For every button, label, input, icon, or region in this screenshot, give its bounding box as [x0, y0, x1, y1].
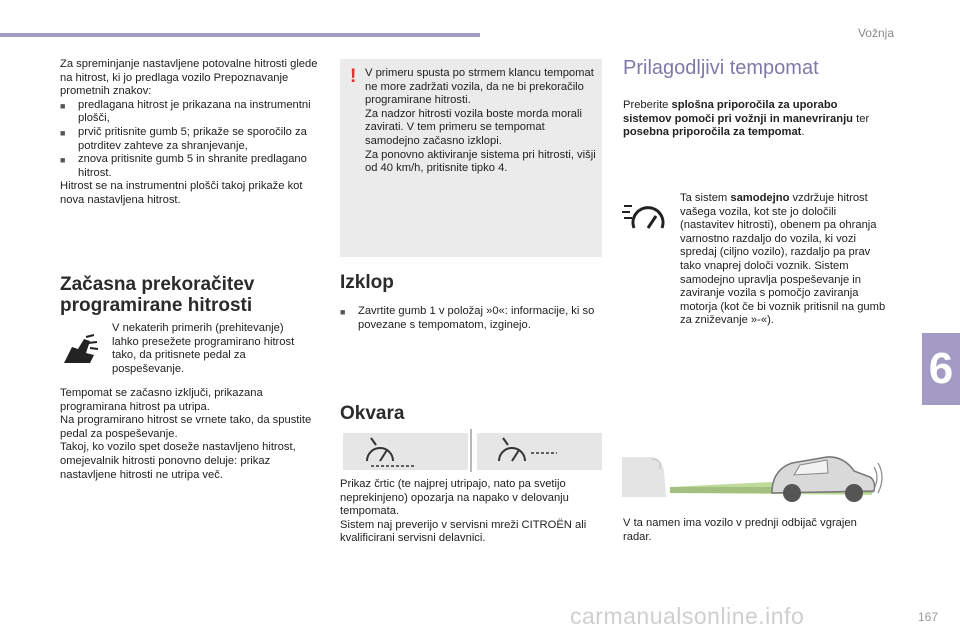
bullet-icon: ■: [60, 100, 66, 111]
paragraph: Takoj, ko vozilo spet doseže nastavljeno hitrost, omejevalnik hitrosti ponovno deluje: prikaz nastavljene hitrosti ne utripa več.: [60, 441, 296, 481]
warning-text: [365, 67, 597, 176]
list-item: ■ prvič pritisnite gumb 5; prikaže se sporočilo za potrditev zahteve za shranjevanje,: [60, 125, 307, 152]
fault-display-right: [477, 433, 602, 470]
col1-intro: Za spreminjanje nastavljene potovalne hitrosti glede na hitrost, ki jo predlaga vozilo Prepoznavanje prometnih znakov:: [60, 58, 318, 98]
col1-intro-block: [60, 58, 322, 208]
heading-okvara: Okvara: [340, 403, 405, 424]
list-item: ■ predlagana hitrost je prikazana na instrumentni plošči,: [60, 98, 311, 125]
section-title: Vožnja: [857, 26, 894, 40]
list-item: ■ znova pritisnite gumb 5 in shranite predlagano hitrost.: [60, 153, 307, 179]
chapter-tab: 6: [922, 333, 960, 405]
col1-body: [60, 387, 322, 482]
okvara-text: [340, 478, 602, 546]
page-number: 167: [917, 610, 938, 624]
header-bar: [0, 33, 480, 37]
speedometer-icon: [477, 433, 602, 470]
speedometer-icon: [343, 433, 468, 470]
system-description: Ta sistem samodejno vzdržuje hitrost vašega vozila, kot ste jo določili (nastavitev hitrosti), obenem pa ohranja varnostno razdaljo do vozila, ki vozi spredaj (ciljno vozilo), razdaljo pa prav tako vnaprej določi voznik. Sistem samodejno upravlja pospeševanje in zaviranje vozila s pomočjo zaviranja motorja (kot če bi voznik pritisnil na gumb za zniževanje »-«).: [680, 192, 886, 327]
heading-izklop: Izklop: [340, 272, 394, 293]
warning-box: [340, 59, 602, 257]
fault-display-left: [343, 433, 468, 470]
paragraph: Za nadzor hitrosti vozila boste morda morali zavirati. V tem primeru se tempomat samodejno začasno izklopi.: [365, 107, 583, 147]
bullet-icon: ■: [340, 307, 346, 317]
paragraph: Za ponovno aktiviranje sistema pri hitrosti, višji od 40 km/h, pritisnite tipko 4.: [365, 148, 596, 175]
warning-icon: !: [350, 66, 357, 87]
bullet-icon: ■: [60, 127, 66, 138]
paragraph: V primeru spusta po strmem klancu tempomat ne more zadržati vozila, da ne bi prekoračilo programirane hitrosti.: [365, 67, 594, 107]
paragraph: Na programirano hitrost se vrnete tako, da spustite pedal za pospeševanje.: [60, 414, 312, 440]
radar-caption: V ta namen ima vozilo v prednji odbijač vgrajen radar.: [623, 517, 857, 543]
paragraph: Sistem naj preverijo v servisni mreži CITROËN ali kvalificirani servisni delavnici.: [340, 518, 587, 545]
divider: [470, 429, 472, 472]
paragraph: Prikaz črtic (te najprej utripajo, nato pa svetijo neprekinjeno) opozarja na napako v delovanju tempomata.: [340, 478, 569, 518]
bullet-icon: ■: [60, 155, 66, 166]
col1-outro: Hitrost se na instrumentni plošči takoj prikaže kot nova nastavljena hitrost.: [60, 180, 303, 206]
icon-text: V nekaterih primerih (prehitevanje) lahko presežete programirano hitrost tako, da pritisnete pedal za pospeševanje.: [112, 322, 295, 375]
heading-speed-override: Začasna prekoračitev programirane hitrosti: [60, 274, 255, 316]
list-item: ■ Zavrtite gumb 1 v položaj »0«: informacije, ki so povezane s tempomatom, izginejo.: [340, 305, 595, 331]
read-recommendations: Preberite splošna priporočila za uporabo sistemov pomoči pri vožnji in manevriranju ter posebna priporočila za tempomat.: [623, 99, 870, 139]
watermark: carmanualsonline.info: [570, 603, 805, 629]
page-title: Prilagodljivi tempomat: [623, 57, 819, 79]
car-radar-illustration: [622, 447, 886, 511]
paragraph: Tempomat se začasno izključi, prikazana programirana hitrost pa utripa.: [60, 387, 263, 413]
foot-pedal-icon: [60, 333, 100, 367]
adaptive-cruise-icon: [622, 198, 666, 234]
izklop-block: [340, 305, 602, 332]
